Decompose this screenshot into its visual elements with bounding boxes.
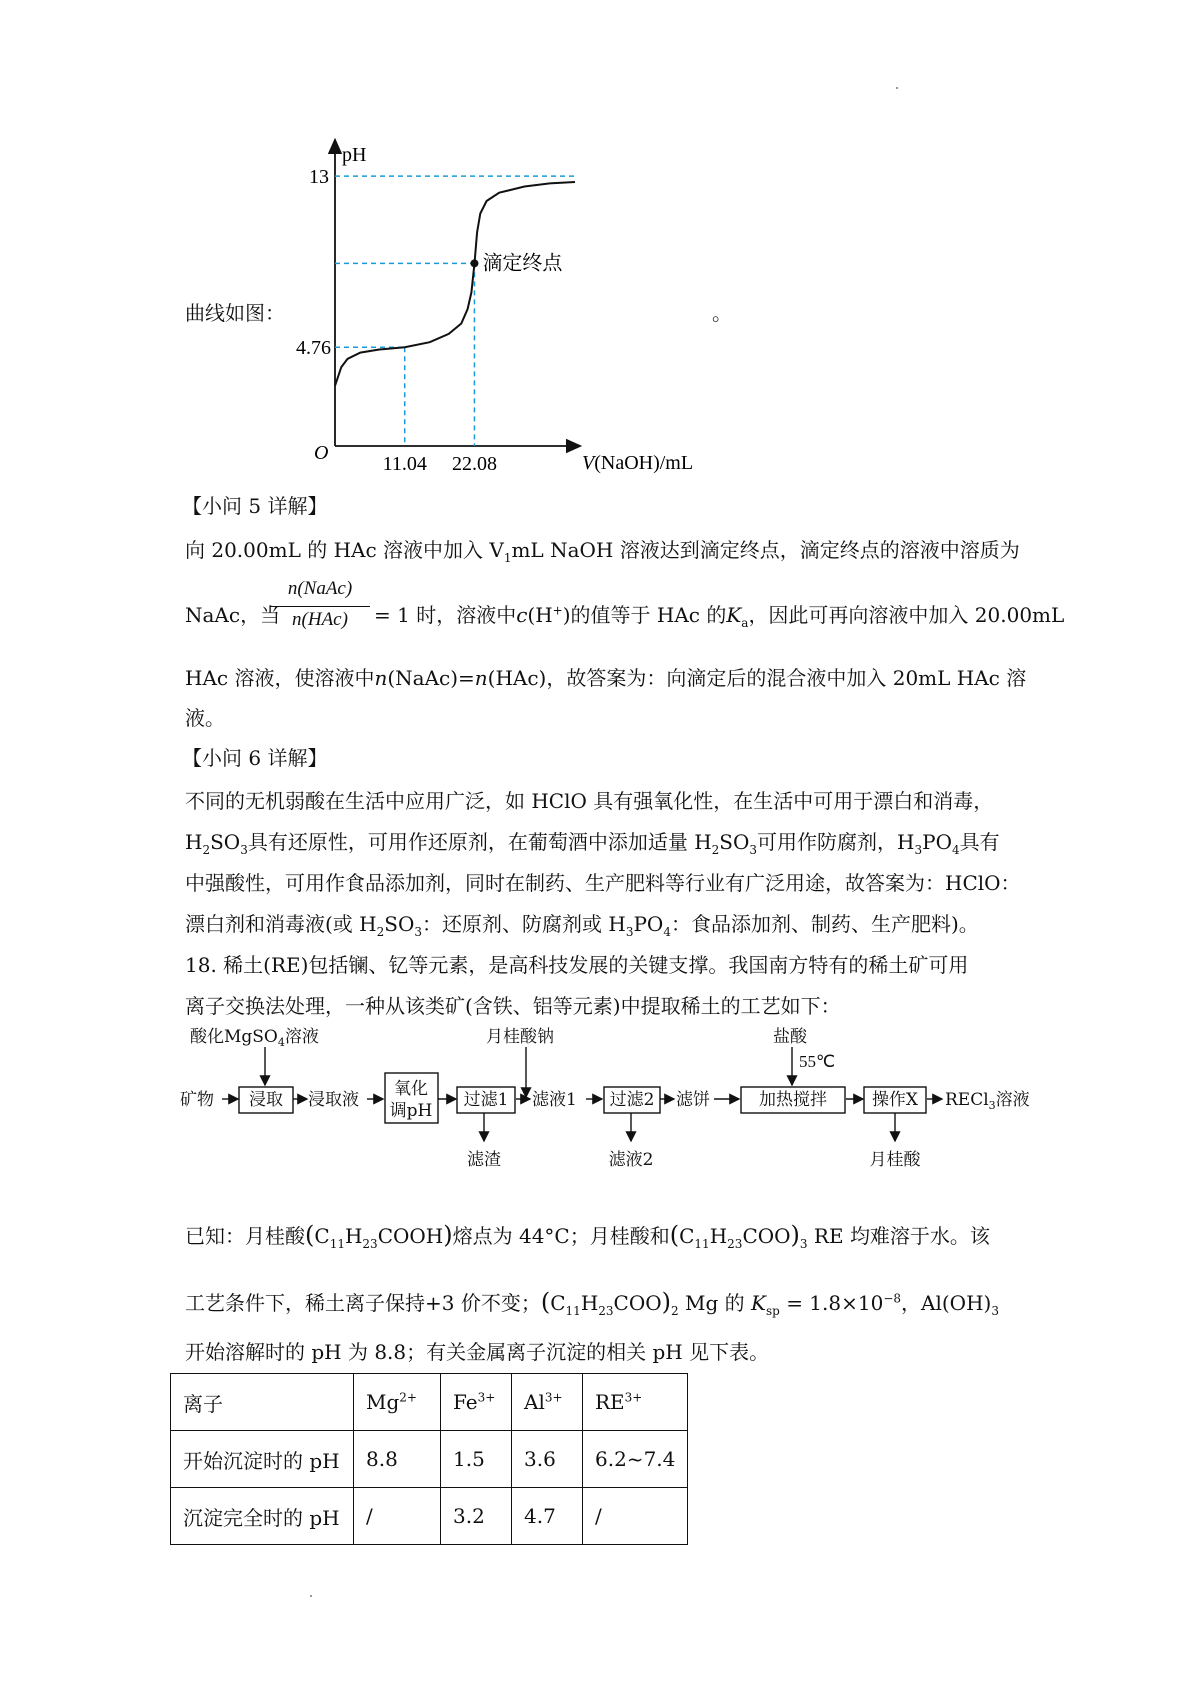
table-header-ion: $Mg^{2+}$ [354,1374,441,1431]
table-row [171,1488,688,1545]
table-cell: / [354,1488,441,1545]
oxidize-label: 氧化 [394,1079,428,1099]
table-cell: 6.2~7.4 [583,1431,688,1488]
q5-line3: HAc 溶液，使溶液中n(NaAc)=n(HAc)，故答案为：向滴定后的混合液中加入 20mL HAc 溶 [185,666,1027,690]
table-cell: 4.7 [512,1488,583,1545]
residue-label: 滤渣 [467,1150,501,1170]
table-header-ion: $Fe^{3+}$ [441,1374,512,1431]
chart-caption: 曲线如图： [185,301,285,325]
filtrate1-label: 滤液1 [532,1090,577,1110]
endpoint-marker [470,259,478,267]
q5-line1: 向 20.00mL 的 HAc 溶液中加入 $V_1mL$ NaOH 溶液达到滴定终点，滴定终点的溶液中溶质为 [185,538,1020,565]
titration-curve [335,182,575,386]
filter-cake-label: 滤饼 [676,1090,710,1110]
y-tick-label: 13 [309,166,329,189]
chart-caption-end: 。 [712,301,732,325]
origin-label: O [314,442,329,464]
q6-line3: 中强酸性，可用作食品添加剂，同时在制药、生产肥料等行业有广泛用途，故答案为：HClO： [185,871,1021,895]
leachate-label: 浸取液 [308,1090,359,1110]
leach-label: 浸取 [249,1090,283,1110]
heat-stir-label: 加热搅拌 [759,1090,827,1110]
q18-line2: 离子交换法处理，一种从该类矿(含铁、铝等元素)中提取稀土的工艺如下： [185,994,841,1018]
y-axis-label: pH [342,144,367,166]
row-label: 开始沉淀时的 pH [171,1431,354,1488]
table-header-ion: $RE^{3+}$ [583,1374,688,1431]
operation-x-label: 操作X [871,1090,919,1110]
page-dot-top [896,87,898,89]
lauric-acid-label: 月桂酸 [869,1150,921,1170]
x-tick-label: 22.08 [451,453,497,475]
endpoint-annotation: 滴定终点 [482,250,563,275]
q6-heading: 【小问 6 详解】 [182,746,328,770]
row-label: 沉淀完全时的 pH [171,1488,354,1545]
precipitation-ph-table [170,1373,688,1545]
ore-label: 矿物 [180,1090,214,1110]
q6-line4: 漂白剂和消毒液(或 $H_2SO_3$：还原剂、防腐剂或 $H_3PO_4$：食品添加剂、制药、生产肥料)。 [185,912,979,939]
q5-heading: 【小问 5 详解】 [182,494,328,518]
q6-line1: 不同的无机弱酸在生活中应用广泛，如 HClO 具有强氧化性，在生活中可用于漂白和消毒， [185,789,994,813]
table-header-ion: $Al^{3+}$ [512,1374,583,1431]
ratio-fraction [270,578,370,635]
table-cell: / [583,1488,688,1545]
table-cell: 3.6 [512,1431,583,1488]
fraction-bar [270,606,370,607]
table-header-label: 离子 [171,1374,354,1431]
reagent-hcl: 盐酸 [773,1027,807,1047]
x-tick-label: 11.04 [382,453,427,475]
filtrate2-label: 滤液2 [608,1150,654,1170]
temperature-label: 55℃ [799,1052,836,1071]
reagent-mgso4: 酸化MgSO$_4$溶液 [190,1027,319,1049]
filter1-label: 过滤1 [463,1090,509,1110]
process-flow-diagram [180,1025,1030,1175]
known-line2: 工艺条件下，稀土离子保持+3 价不变；$(C_{11}H_{23}COO)_2$ Mg 的 $K_{sp} = 1.8\times 10^{-8}$，$Al(OH)_3$ [185,1288,999,1318]
known-line3: 开始溶解时的 pH 为 8.8；有关金属离子沉淀的相关 pH 见下表。 [185,1340,770,1364]
fraction-numerator: n(NaAc) [287,578,353,599]
table-cell: 3.2 [441,1488,512,1545]
table-cell: 1.5 [441,1431,512,1488]
q5-line2-rest: = 1 时，溶液中c(H+)的值等于 HAc 的$K_a$，因此可再向溶液中加入 20.00mL [374,603,1065,630]
table-cell: 8.8 [354,1431,441,1488]
filter2-label: 过滤2 [609,1090,655,1110]
fraction-denominator: n(HAc) [292,609,348,630]
page-dot-bottom [310,1595,312,1597]
product-label: RECl$_3$溶液 [945,1090,1030,1112]
table-row [171,1431,688,1488]
x-axis-label: V(NaOH)/mL [582,452,694,474]
known-line1: 已知：月桂酸$(C_{11}H_{23}COOH)$熔点为 44°C；月桂酸和$(C_{11}H_{23}COO)_3$ RE 均难溶于水。该 [185,1221,990,1251]
titration-chart [270,135,740,475]
table-header-row [171,1374,688,1431]
q5-line4: 液。 [185,706,225,730]
adjust-ph-label: 调pH [389,1101,433,1121]
reagent-sodium-laurate: 月桂酸钠 [486,1027,554,1047]
q5-line2: NaAc，当 [185,603,281,627]
q6-line2: $H_2SO_3$具有还原性，可用作还原剂，在葡萄酒中添加适量 $H_2SO_3$可用作防腐剂，$H_3PO_4$具有 [185,830,1000,857]
y-tick-label: 4.76 [296,337,331,360]
q18-line1: 18. 稀土(RE)包括镧、钇等元素，是高科技发展的关键支撑。我国南方特有的稀土矿可用 [185,953,969,977]
